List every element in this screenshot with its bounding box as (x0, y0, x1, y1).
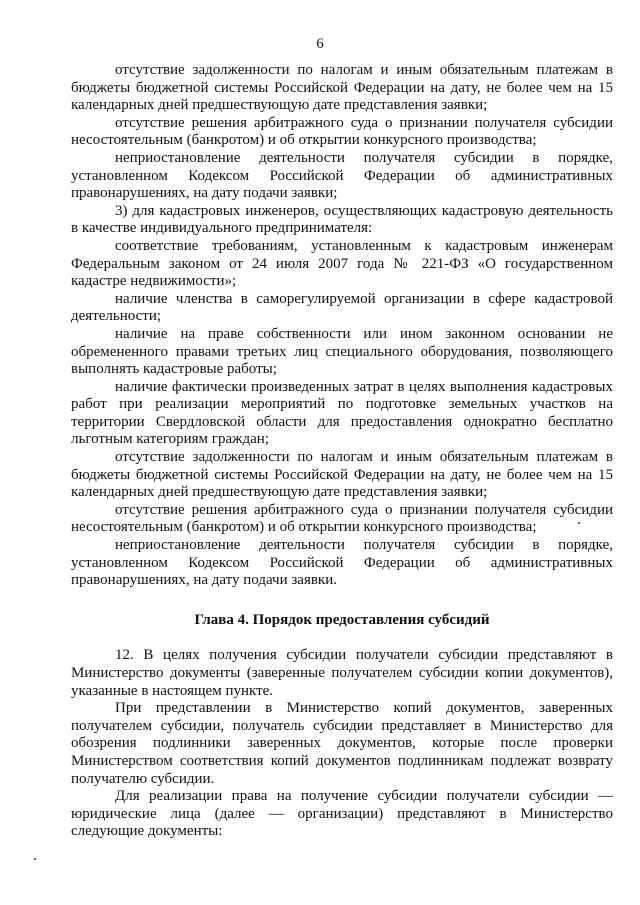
page-number: 6 (316, 36, 324, 52)
paragraph: неприостановление деятельности получателя субсидии в порядке, установленном Кодексом Российской Федерации об административных правонарушениях, на дату подачи заявки; (71, 149, 613, 202)
paragraph: При представлении в Министерство копий документов, заверенных получателем субсидии, получатель субсидии представляет в Министерство для обозрения подлинники заверенных документов, которые после проверки Министерством соответствия копий документов подлинникам подлежат возврату получателю субсидии. (71, 700, 613, 787)
paragraph: соответствие требованиям, установленным к кадастровым инженерам Федеральным законом от 24 июля 2007 года № 221-ФЗ «О государственном кадастре недвижимости»; (71, 237, 613, 290)
scan-speck (34, 858, 36, 860)
paragraph: отсутствие решения арбитражного суда о признании получателя субсидии несостоятельным (банкротом) и об открытии конкурсного производства; (71, 114, 613, 149)
paragraph: отсутствие решения арбитражного суда о признании получателя субсидии несостоятельным (банкротом) и об открытии конкурсного производства; (71, 501, 613, 536)
paragraph: 3) для кадастровых инженеров, осуществляющих кадастровую деятельность в качестве индивидуального предпринимателя: (71, 202, 613, 237)
scan-speck (578, 522, 580, 524)
paragraph: отсутствие задолженности по налогам и иным обязательным платежам в бюджеты бюджетной системы Российской Федерации на дату, не более чем на 15 календарных дней предшествующую дате представления заявки; (71, 449, 613, 501)
paragraph: Для реализации права на получение субсидии получатели субсидии — юридические лица (далее — организации) представляют в Министерство следующие документы: (71, 788, 613, 840)
document-body (71, 62, 613, 841)
chapter-heading: Глава 4. Порядок предоставления субсидий (194, 611, 490, 628)
paragraph: наличие членства в саморегулируемой организации в сфере кадастровой деятельности; (71, 290, 613, 325)
paragraph: неприостановление деятельности получателя субсидии в порядке, установленном Кодексом Российской Федерации об административных правонарушениях, на дату подачи заявки. (71, 537, 613, 589)
paragraph: отсутствие задолженности по налогам и иным обязательным платежам в бюджеты бюджетной системы Российской Федерации на дату, не более чем на 15 календарных дней предшествующую дате представления заявки; (71, 62, 613, 114)
paragraph: 12. В целях получения субсидии получатели субсидии представляют в Министерство документы (заверенные получателем субсидии копии документов), указанные в настоящем пункте. (71, 647, 613, 699)
paragraph: наличие фактически произведенных затрат в целях выполнения кадастровых работ при реализации мероприятий по подготовке земельных участков на территории Свердловской области для предоставления однократно бесплатно льготным категориям граждан; (71, 378, 613, 448)
paragraph: наличие на праве собственности или ином законном основании не обремененного правами третьих лиц специального оборудования, позволяющего выполнять кадастровые работы; (71, 325, 613, 378)
